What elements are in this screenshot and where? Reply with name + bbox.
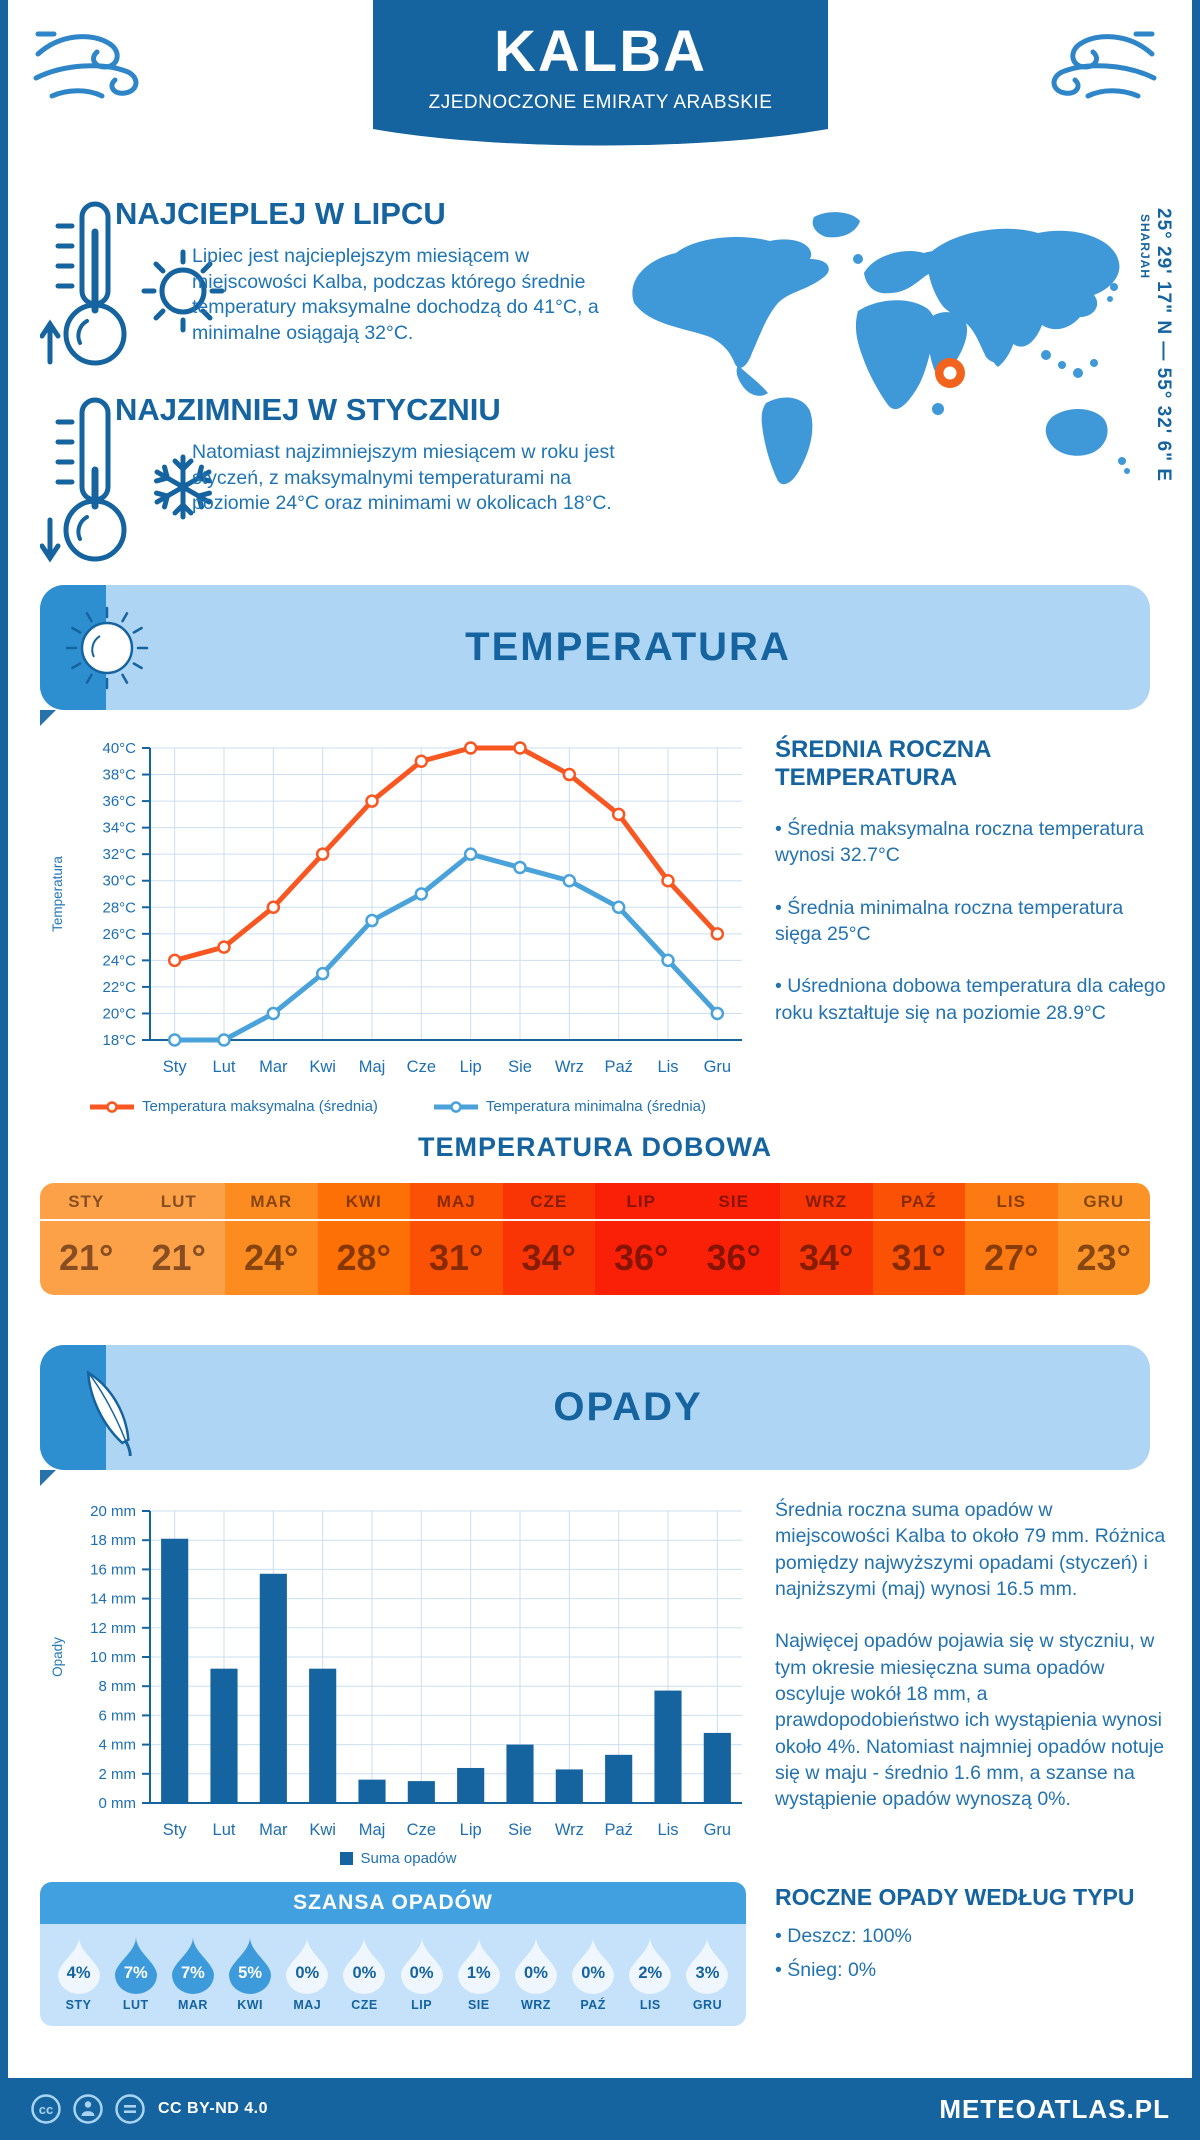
daily-temp-value: 31°	[891, 1237, 946, 1278]
temperature-section-title: TEMPERATURA	[465, 625, 791, 669]
daily-temp-value: 23°	[1076, 1237, 1131, 1278]
wind-icon	[1045, 22, 1160, 112]
svg-text:Lis: Lis	[657, 1058, 679, 1076]
svg-text:32°C: 32°C	[102, 846, 136, 864]
precipitation-paragraph: Najwięcej opadów pojawia się w styczniu, w tym okresie miesięczna suma opadów oscyluje wokół 18 mm, a prawdopodobieństwo ich wystąpienia wynosi około 4%. Natomiast najmniej opadów notuje się w maju - średnio 1.6 mm, a szanse na wystąpienie opadów wynoszą 0%.	[775, 1630, 1165, 1811]
daily-temp-month: LIP	[595, 1183, 688, 1221]
chance-month-label: PAŹ	[580, 1998, 606, 2012]
svg-text:Sie: Sie	[508, 1058, 532, 1076]
coldest-month-title: NAJZIMNIEJ W STYCZNIU	[115, 392, 501, 427]
chance-percent: 5%	[238, 1964, 263, 1982]
annual-temp-bullet: • Uśredniona dobowa temperatura dla całego roku kształtuje się na poziomie 28.9°C	[775, 975, 1166, 1024]
svg-text:Kwi: Kwi	[309, 1058, 336, 1076]
svg-text:14 mm: 14 mm	[90, 1590, 136, 1608]
chance-percent: 1%	[466, 1964, 491, 1982]
precipitation-chance-title: SZANSA OPADÓW	[40, 1882, 746, 1924]
svg-text:18°C: 18°C	[102, 1032, 136, 1049]
daily-temp-value: 36°	[706, 1237, 761, 1278]
svg-text:Kwi: Kwi	[309, 1821, 336, 1839]
chance-drop-item	[565, 1936, 622, 2012]
umbrella-banner-icon	[62, 1360, 152, 1456]
chance-percent: 0%	[581, 1964, 606, 1982]
daily-temp-cell	[688, 1183, 781, 1295]
svg-text:26°C: 26°C	[102, 925, 136, 943]
chance-month-label: SIE	[467, 1998, 490, 2012]
precipitation-bar-chart	[42, 1497, 754, 1858]
raindrop-icon	[627, 1936, 673, 1994]
chance-drop-item	[50, 1936, 107, 2012]
raindrop-icon	[684, 1936, 730, 1994]
svg-text:10 mm: 10 mm	[90, 1649, 136, 1666]
svg-text:Lip: Lip	[459, 1058, 482, 1076]
daily-temp-value: 21°	[151, 1237, 206, 1278]
svg-text:24°C: 24°C	[102, 952, 136, 970]
svg-text:Wrz: Wrz	[554, 1821, 584, 1839]
svg-text:4 mm: 4 mm	[98, 1736, 136, 1754]
svg-text:18 mm: 18 mm	[90, 1532, 136, 1550]
daily-temp-month: CZE	[503, 1183, 596, 1221]
svg-text:Paź: Paź	[604, 1821, 633, 1839]
svg-text:40°C: 40°C	[102, 740, 136, 757]
precipitation-chance-drops	[40, 1924, 746, 2026]
legend-label: Temperatura minimalna (średnia)	[485, 1098, 706, 1115]
precipitation-type-bullet: • Śnieg: 0%	[775, 1959, 877, 1982]
chance-month-label: CZE	[351, 1998, 378, 2012]
svg-text:Temperatura: Temperatura	[50, 856, 65, 932]
svg-text:Gru: Gru	[703, 1821, 732, 1839]
cc-nd-icon	[114, 2093, 146, 2125]
precipitation-paragraph: Średnia roczna suma opadów w miejscowości Kalba to około 79 mm. Różnica pomiędzy najwyższymi opadami (styczeń) i najniższymi (maj) wynosi 16.5 mm.	[775, 1499, 1166, 1600]
temperature-section-banner	[40, 585, 1150, 710]
daily-temp-month: MAJ	[410, 1183, 503, 1221]
page-title: KALBA	[494, 19, 707, 84]
raindrop-icon	[170, 1936, 216, 1994]
svg-text:Lip: Lip	[459, 1821, 482, 1839]
daily-temp-value: 27°	[984, 1237, 1039, 1278]
chance-drop-item	[622, 1936, 679, 2012]
daily-temp-month: WRZ	[780, 1183, 873, 1221]
svg-text:cc: cc	[38, 2102, 54, 2117]
page-subtitle: ZJEDNOCZONE EMIRATY ARABSKIE	[428, 92, 773, 113]
daily-temp-value: 28°	[336, 1237, 391, 1278]
chance-percent: 0%	[409, 1964, 434, 1982]
cc-license-icons	[30, 2093, 146, 2125]
svg-text:Lut: Lut	[212, 1821, 236, 1839]
coordinates-block	[1138, 208, 1174, 538]
chance-month-label: MAR	[177, 1998, 208, 2012]
precipitation-description	[775, 1497, 1167, 1838]
svg-text:36°C: 36°C	[102, 793, 136, 811]
daily-temp-cell	[40, 1183, 133, 1295]
precipitation-type-bullet: • Deszcz: 100%	[775, 1925, 912, 1947]
cc-attribution-icon	[72, 2093, 104, 2125]
daily-temp-month: GRU	[1058, 1183, 1151, 1221]
daily-temp-cell	[780, 1183, 873, 1295]
raindrop-icon	[341, 1936, 387, 1994]
svg-text:20°C: 20°C	[102, 1005, 136, 1023]
precipitation-chart-legend	[42, 1850, 754, 1867]
right-border	[1192, 0, 1200, 2140]
raindrop-icon	[456, 1936, 502, 1994]
legend-item	[434, 1098, 706, 1115]
legend-item	[340, 1850, 457, 1867]
chance-month-label: WRZ	[520, 1998, 551, 2012]
temperature-banner-tail	[40, 710, 56, 726]
daily-temp-month: LIS	[965, 1183, 1058, 1221]
daily-temp-value: 36°	[614, 1237, 669, 1278]
legend-label: Temperatura maksymalna (średnia)	[141, 1098, 378, 1115]
chance-month-label: LIS	[639, 1998, 661, 2012]
daily-temp-cell	[410, 1183, 503, 1295]
precipitation-banner-tail	[40, 1470, 56, 1486]
daily-temp-month: MAR	[225, 1183, 318, 1221]
precipitation-by-type-panel	[775, 1884, 1167, 1992]
chance-percent: 2%	[638, 1964, 663, 1982]
chance-drop-item	[164, 1936, 221, 2012]
annual-temp-bullet: • Średnia maksymalna roczna temperatura wynosi 32.7°C	[775, 818, 1144, 867]
legend-label: Suma opadów	[360, 1850, 457, 1867]
cc-icon	[30, 2093, 62, 2125]
svg-text:Maj: Maj	[358, 1821, 386, 1839]
svg-text:Sty: Sty	[162, 1821, 187, 1839]
coldest-month-text: Natomiast najzimniejszym miesiącem w roku jest styczeń, z maksymalnymi temperaturami na poziomie 24°C oraz minimami w okolicach 18°C.	[192, 441, 615, 515]
chance-drop-item	[107, 1936, 164, 2012]
precipitation-chance-panel	[40, 1882, 746, 2026]
world-map	[618, 200, 1138, 506]
svg-text:34°C: 34°C	[102, 819, 136, 837]
daily-temp-month: PAŹ	[873, 1183, 966, 1221]
daily-temp-cell	[225, 1183, 318, 1295]
chance-drop-item	[507, 1936, 564, 2012]
chance-percent: 0%	[524, 1964, 548, 1982]
temperature-line-chart	[42, 734, 754, 1095]
daily-temp-month: KWI	[318, 1183, 411, 1221]
svg-text:Cze: Cze	[406, 1821, 437, 1839]
warmest-month-title: NAJCIEPLEJ W LIPCU	[115, 196, 446, 231]
raindrop-icon	[284, 1936, 330, 1994]
location-marker	[935, 358, 965, 388]
raindrop-icon	[570, 1936, 616, 1994]
svg-text:22°C: 22°C	[102, 978, 136, 996]
svg-text:Opady: Opady	[50, 1637, 65, 1677]
svg-text:Lis: Lis	[657, 1821, 679, 1839]
chance-drop-item	[450, 1936, 507, 2012]
svg-text:16 mm: 16 mm	[90, 1561, 136, 1579]
daily-temp-cell	[873, 1183, 966, 1295]
daily-temp-value: 21°	[59, 1237, 114, 1278]
chance-percent: 0%	[352, 1964, 377, 1982]
svg-text:28°C: 28°C	[102, 899, 136, 917]
svg-text:Mar: Mar	[259, 1821, 288, 1839]
svg-text:12 mm: 12 mm	[90, 1619, 136, 1637]
header-banner-curve	[373, 125, 828, 151]
chance-month-label: STY	[65, 1998, 92, 2012]
daily-temp-cell	[318, 1183, 411, 1295]
svg-text:6 mm: 6 mm	[98, 1707, 136, 1725]
left-border	[0, 0, 8, 2140]
chance-month-label: LIP	[411, 1998, 433, 2012]
annual-temp-bullet: • Średnia minimalna roczna temperatura sięga 25°C	[775, 896, 1124, 945]
chance-percent: 3%	[695, 1964, 720, 1982]
daily-temp-cell	[595, 1183, 688, 1295]
svg-text:30°C: 30°C	[102, 872, 136, 890]
warmest-month-text: Lipiec jest najcieplejszym miesiącem w miejscowości Kalba, podczas którego średnie temperatury maksymalne dochodzą do 41°C, a minimalne osiągają 32°C.	[192, 245, 599, 345]
svg-text:Maj: Maj	[358, 1058, 386, 1076]
license-text: CC BY-ND 4.0	[158, 2100, 269, 2117]
raindrop-icon	[399, 1936, 445, 1994]
daily-temp-value: 34°	[521, 1237, 576, 1278]
raindrop-icon	[56, 1936, 102, 1994]
daily-temp-month: STY	[40, 1183, 133, 1221]
precipitation-section-title: OPADY	[553, 1385, 703, 1429]
chance-drop-item	[679, 1936, 736, 2012]
daily-temp-value: 34°	[799, 1237, 854, 1278]
precipitation-by-type-title: ROCZNE OPADY WEDŁUG TYPU	[775, 1884, 1135, 1910]
chance-drop-item	[393, 1936, 450, 2012]
svg-text:Sie: Sie	[508, 1821, 532, 1839]
daily-temp-cell	[133, 1183, 226, 1295]
daily-temp-cell	[503, 1183, 596, 1295]
footer	[0, 2078, 1200, 2140]
chance-month-label: MAJ	[293, 1998, 322, 2012]
chance-percent: 0%	[295, 1964, 320, 1982]
daily-temp-cell	[1058, 1183, 1151, 1295]
svg-text:0 mm: 0 mm	[98, 1795, 136, 1812]
raindrop-icon	[227, 1936, 273, 1994]
chance-month-label: GRU	[692, 1998, 723, 2012]
svg-text:2 mm: 2 mm	[98, 1765, 136, 1783]
svg-text:Mar: Mar	[259, 1058, 288, 1076]
svg-text:Wrz: Wrz	[554, 1058, 584, 1076]
chance-month-label: KWI	[237, 1998, 263, 2012]
coordinates-text: 25° 29' 17" N — 55° 32' 6" E	[1153, 208, 1174, 483]
annual-temperature-panel	[775, 736, 1167, 1052]
daily-temperature-table	[40, 1183, 1150, 1295]
svg-text:20 mm: 20 mm	[90, 1503, 136, 1520]
region-text: SHARJAH	[1138, 214, 1152, 280]
chance-drop-item	[336, 1936, 393, 2012]
chance-drop-item	[222, 1936, 279, 2012]
chance-percent: 7%	[123, 1964, 148, 1982]
chance-month-label: LUT	[122, 1998, 149, 2012]
daily-temp-month: SIE	[688, 1183, 781, 1221]
legend-item	[90, 1098, 378, 1115]
chance-percent: 4%	[66, 1964, 91, 1982]
svg-text:Lut: Lut	[212, 1058, 236, 1076]
svg-text:8 mm: 8 mm	[98, 1678, 136, 1696]
daily-temp-cell	[965, 1183, 1058, 1295]
daily-temp-value: 31°	[429, 1237, 484, 1278]
svg-text:Gru: Gru	[703, 1058, 732, 1076]
svg-text:Cze: Cze	[406, 1058, 437, 1076]
raindrop-icon	[513, 1936, 559, 1994]
chance-drop-item	[279, 1936, 336, 2012]
daily-temperature-title: TEMPERATURA DOBOWA	[418, 1132, 772, 1162]
daily-temp-value: 24°	[244, 1237, 299, 1278]
svg-text:Sty: Sty	[162, 1058, 187, 1076]
svg-text:Paź: Paź	[604, 1058, 633, 1076]
temperature-chart-legend	[42, 1098, 754, 1115]
sun-banner-icon	[62, 603, 152, 693]
precipitation-section-banner	[40, 1345, 1150, 1470]
svg-text:38°C: 38°C	[102, 766, 136, 784]
raindrop-icon	[113, 1936, 159, 1994]
chance-percent: 7%	[180, 1964, 205, 1982]
wind-icon	[30, 22, 145, 112]
header-banner	[373, 0, 828, 126]
site-name: METEOATLAS.PL	[939, 2093, 1170, 2124]
annual-temperature-title: ŚREDNIA ROCZNA TEMPERATURA	[775, 736, 991, 791]
daily-temp-month: LUT	[133, 1183, 226, 1221]
